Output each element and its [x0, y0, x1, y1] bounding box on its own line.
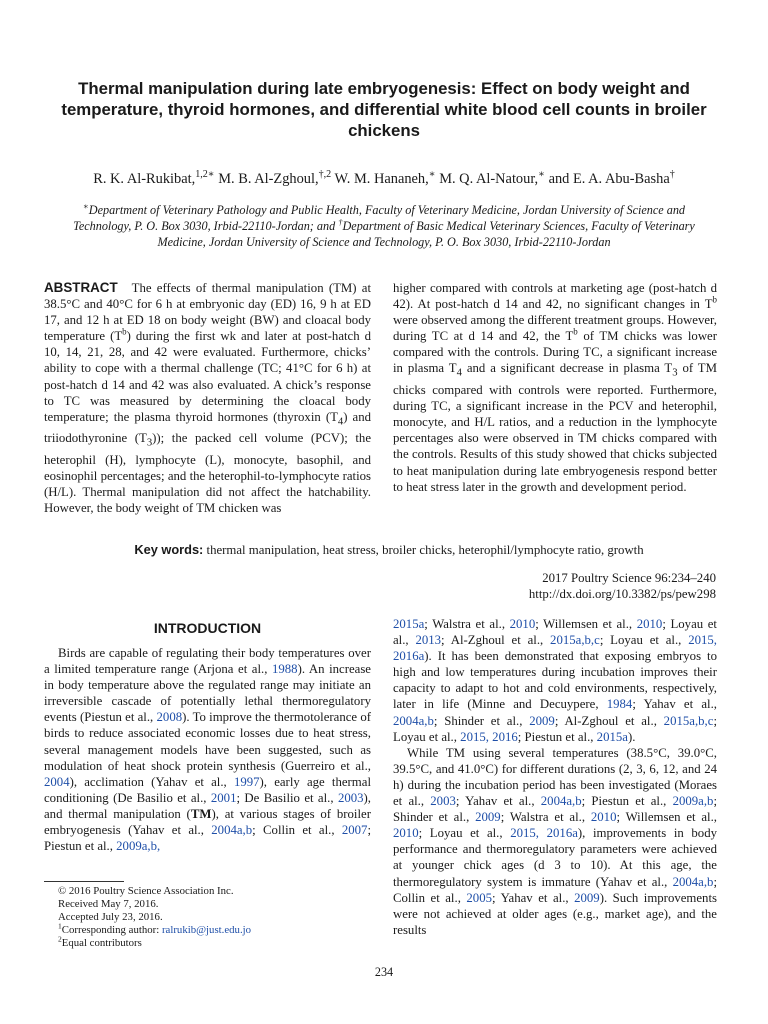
abstract-text: higher compared with controls at marketing age (post-hatch d 42). At post-hatch d 14 and 42, no significant changes in T [393, 281, 717, 312]
body-text: ; De Basilio et al., [236, 790, 338, 805]
footnote-mark: 2 [58, 934, 62, 944]
body-text: ; Yahav et al., [455, 794, 541, 809]
abstract-text: of TM chicks was lower compared with the controls. During TC, a significant increase in plasma T [393, 329, 718, 376]
body-text: ; Loyau et al., [393, 617, 717, 648]
abstract-text: of TM chicks compared with controls were reported. Furthermore, during TC, a significant increase in the PCV and heterophil, monocyte, and H/L ratios, and a reduction in the lymphocyte percentages also were observed in TM chicks compared with the controls. Results of this study showed that chicks subjected to heat manipulation during late embryogenesis respond better to heat stress later in the growth and development period. [393, 361, 717, 494]
superscript: b [712, 294, 717, 305]
citation-link[interactable]: 1997 [233, 774, 260, 789]
body-text: ). Such improvements were not achieved at older ages (e.g., market age), and the results [393, 890, 717, 937]
email-link[interactable]: ralrukib@just.edu.jo [161, 924, 252, 936]
citation-link[interactable]: 2005 [466, 890, 492, 905]
body-text: ; Piestun et al., [581, 794, 673, 809]
author-affiliation-mark: ∗ [428, 169, 436, 181]
body-text: ). It has been demonstrated that exposing embryos to high and low temperatures during incubation improves their capacity to adapt to hot and cold environments, respectively, later in life (Minne and Decuypere, [393, 649, 717, 712]
author-name: W. M. Hananeh, [331, 171, 429, 187]
footnote-text: Corresponding author: [61, 924, 162, 936]
citation-link[interactable]: 2004 [44, 774, 70, 789]
keywords-label: Key words: [134, 542, 204, 557]
abstract-text: )); the packed cell volume (PCV); the heterophil (H), lymphocyte (L), monocyte, basophil, and eosinophil percentages; and the heterophil-to-lymphocyte ratios (H/L). Thermal manipulation did not affect the hatchability. However, the body weight of TM chicken was [44, 431, 371, 516]
body-text: ; Piestun et al., [44, 823, 371, 854]
footnote-text: Equal contributors [61, 937, 142, 949]
abstract-text: and a significant decrease in plasma T [461, 361, 673, 376]
body-text: ). [627, 729, 636, 744]
body-text: ), improvements in body performance and thermoregulatory parameters were achieved at younger chick ages (d 3 to 10). At this age, the thermoregulatory system is immature (Yahav et al., [393, 826, 717, 889]
subscript: 4 [456, 368, 462, 380]
author-affiliation-mark: †,2 [318, 169, 332, 181]
footnote-mark: 1 [58, 921, 62, 931]
author-name: M. B. Al-Zghoul, [214, 171, 319, 187]
body-text: ; Shinder et al., [433, 713, 530, 728]
citation-link[interactable]: 2007 [341, 823, 368, 838]
body-text: ). To improve the thermotolerance of birds to reduce associated economic losses due to heat stress, several management models have been suggested, such as modulation of heat shock protein synthesis (Guerreiro et al., [44, 710, 371, 773]
body-text: ), early age thermal conditioning (De Basilio et al., [44, 774, 371, 805]
author-name: M. Q. Al-Natour, [435, 171, 539, 187]
citation-link[interactable]: 2008 [156, 710, 183, 725]
affiliation-text: Department of Veterinary Pathology and Public Health, Faculty of Veterinary Medicine, Jordan University of Science and Technology, P. O. Box 3030, Irbid-22110-Jordan; and [73, 203, 686, 233]
body-text: ; Willemsen et al., [535, 617, 637, 631]
body-text: ; Loyau et al., [599, 633, 689, 648]
subscript: 4 [337, 416, 344, 428]
citation-link[interactable]: 2001 [210, 790, 237, 805]
body-text: ; Al-Zghoul et al., [441, 633, 551, 648]
keywords-line [44, 542, 734, 558]
affiliation-text: Department of Basic Medical Veterinary Sciences, Faculty of Veterinary Medicine, Jordan University of Science and Technology, P. O. Box 3030, Irbid-22110-Jordan [157, 219, 695, 249]
body-text: ), and thermal manipulation ( [44, 790, 372, 821]
page-number: 234 [374, 965, 394, 979]
abstract-text: were observed among the different treatment groups. However, during TC at d 14 and 42, the T [393, 313, 717, 344]
abstract-text: ) during the first wk and later at post-hatch d 10, 14, 21, 28, and 42 were evaluated. Furthermore, chicks’ ability to cope with a thermal challenge (TC; 41°C for 6 h) at post-hatch d 14 and 42 was also evaluated. A chick’s response to TC was measured by determining the cloacal body temperature; the plasma thyroid hormones (thyroxin (T [44, 329, 371, 424]
affiliation-mark: ∗ [82, 200, 89, 211]
body-text: ), at various stages of broiler embryogenesis (Yahav et al., [44, 806, 371, 838]
citation-link[interactable]: 2009a,b, [116, 839, 161, 854]
accepted-date: Accepted July 23, 2016. [58, 911, 163, 923]
citation-link[interactable]: 2015, 2016 [460, 729, 518, 744]
citation-link[interactable]: 2015a [393, 617, 425, 631]
citation-link[interactable]: 2004a,b [393, 713, 434, 728]
citation-link[interactable]: 1988 [271, 662, 298, 677]
body-text: ; Piestun et al., [517, 729, 597, 744]
citation-link[interactable]: 2003 [337, 790, 364, 805]
bold-abbreviation: TM [190, 806, 212, 821]
citation-link[interactable]: 1984 [606, 697, 633, 712]
citation-link[interactable]: 2015a [596, 729, 628, 744]
citation-link[interactable]: 2010 [590, 810, 617, 825]
paragraph [393, 616, 717, 745]
superscript: b [122, 327, 127, 338]
author-affiliation-mark: † [669, 169, 675, 181]
citation-link[interactable]: 2004a,b [672, 874, 714, 889]
keywords-text: thermal manipulation, heat stress, broiler chicks, heterophil/lymphocyte ratio, growth [203, 543, 644, 557]
equal-contribution-note [58, 934, 378, 950]
abstract-right-column [393, 280, 717, 495]
body-text: ; Yahav et al., [492, 890, 575, 905]
citation-link[interactable]: 2010 [509, 617, 536, 631]
copyright-note: © 2016 Poultry Science Association Inc. [58, 885, 234, 897]
footnote-divider [44, 881, 124, 882]
affiliations [56, 202, 712, 250]
citation-link[interactable]: 2015, 2016a [510, 826, 578, 841]
body-text: ). An increase in body temperature above the regulated range may initiate an irreversible cascade of potentially lethal thermoregulatory events (Piestun et al., [44, 662, 371, 725]
journal-citation: 2017 Poultry Science 96:234–240 [542, 571, 716, 585]
abstract-text: ) and triiodothyronine (T [44, 409, 372, 446]
body-text: While TM using several temperatures (38.5°C, 39.0°C, 39.5°C, and 41.0°C) for different durations (2, 3, 6, 12, and 24 h) during the incubation period has been investigated (Moraes et al., [393, 745, 717, 809]
citation-link[interactable]: 2015a,b,c [663, 713, 714, 728]
author-affiliation-mark: ∗ [538, 169, 545, 181]
citation-link[interactable]: 2010 [393, 826, 419, 841]
body-text: ; Loyau et al., [393, 713, 717, 744]
publication-info [529, 570, 716, 602]
abstract-text: The effects of thermal manipulation (TM) at 38.5°C and 40°C for 6 h at embryonic day (ED) 16, 9 h at ED 17, and 12 h at ED 18 on body weight (BW) and cloacal body temperature (T [44, 281, 371, 344]
body-text: ; Collin et al., [252, 823, 342, 838]
citation-link[interactable]: 2015a,b,c [550, 633, 600, 648]
body-text: ; Walstra et al., [424, 617, 510, 631]
body-text: ; Willemsen et al., [616, 810, 717, 825]
author-name: R. K. Al-Rukibat, [93, 171, 196, 187]
body-text: Birds are capable of regulating their body temperatures over a limited temperature range (Arjona et al., [44, 646, 371, 677]
citation-link[interactable]: 2009 [574, 890, 600, 905]
citation-link[interactable]: 2009 [529, 713, 555, 728]
citation-link[interactable]: 2015, 2016a [393, 633, 717, 664]
author-affiliation-mark: 1,2∗ [195, 169, 215, 181]
abstract-heading: ABSTRACT [44, 280, 118, 295]
body-text: ; Shinder et al., [393, 794, 717, 825]
author-list [20, 170, 748, 188]
body-text: ), acclimation (Yahav et al., [69, 774, 234, 789]
body-text: ; Al-Zghoul et al., [554, 713, 664, 728]
citation-link[interactable]: 2013 [415, 633, 442, 648]
citation-link[interactable]: 2004a,b [540, 794, 582, 809]
corresponding-author-note [58, 921, 378, 937]
introduction-right-column [393, 616, 717, 938]
body-text: ; Collin et al., [393, 874, 717, 905]
affiliation-mark: † [338, 216, 343, 227]
doi-link[interactable]: http://dx.doi.org/10.3382/ps/pew298 [528, 587, 716, 601]
introduction-heading: INTRODUCTION [153, 620, 262, 636]
subscript: 3 [672, 368, 678, 380]
author-name: and E. A. Abu-Basha [545, 171, 670, 187]
citation-link[interactable]: 2003 [430, 794, 456, 809]
body-text: ; Walstra et al., [500, 810, 591, 825]
abstract-left-column [44, 280, 371, 516]
received-date: Received May 7, 2016. [58, 898, 159, 910]
footnotes [58, 885, 378, 950]
citation-link[interactable]: 2010 [636, 617, 663, 631]
superscript: b [573, 327, 578, 338]
citation-link[interactable]: 2009 [475, 810, 501, 825]
citation-link[interactable]: 2009a,b [672, 794, 714, 809]
citation-link[interactable]: 2004a,b [211, 823, 253, 838]
introduction-left-column [44, 645, 371, 854]
article-title: Thermal manipulation during late embryogenesis: Effect on body weight and temperature, thyroid hormones, and differential white blood cell counts in broiler chickens [61, 79, 707, 140]
subscript: 3 [146, 437, 153, 449]
body-text: ; Loyau et al., [418, 826, 511, 841]
paragraph [393, 745, 717, 938]
body-text: ; Yahav et al., [632, 697, 718, 712]
